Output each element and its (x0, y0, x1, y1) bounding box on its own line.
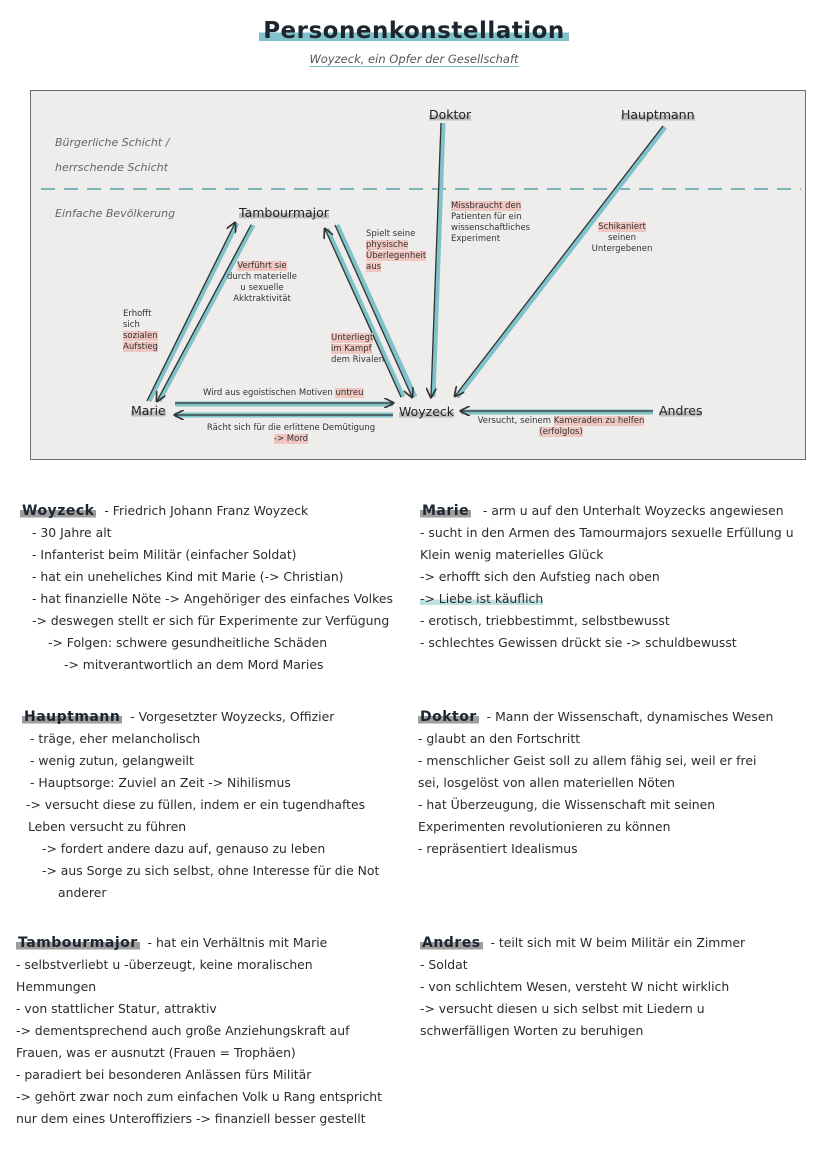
list-item: -> Folgen: schwere gesundheitliche Schäden (48, 635, 328, 650)
character-diagram (30, 90, 806, 460)
layer-lower-label: Einfache Bevölkerung (55, 207, 176, 220)
rel-marie-erhofft-text: Erhofft sich sozialen Aufstieg (123, 309, 158, 352)
arrow-doktor-woyzeck (433, 123, 443, 397)
list-item: -> versucht diesen u sich selbst mit Liedern u (420, 1001, 705, 1016)
list-item: - schlechtes Gewissen drückt sie -> schuldbewusst (420, 635, 737, 650)
list-item: Klein wenig materielles Glück (420, 547, 604, 562)
list-item: -> deswegen stellt er sich für Experimente zur Verfügung (32, 613, 390, 628)
list-item: -> versucht diese zu füllen, indem er ein tugendhaftes (26, 797, 366, 812)
rel-hauptmann-text: Schikaniert seinen Untergebenen (591, 222, 653, 254)
list-item: - hat ein uneheliches Kind mit Marie (-> Christian) (32, 569, 344, 584)
list-item: - menschlicher Geist soll zu allem fähig sei, weil er frei (418, 753, 757, 768)
hauptmann-heading: Hauptmann (24, 709, 121, 725)
list-item: - wenig zutun, gelangweilt (30, 753, 194, 768)
rel-andres-text: Versucht, seinem Kameraden zu helfen (erfolglos) (477, 416, 645, 437)
list-item: - sucht in den Armen des Tamourmajors sexuelle Erfüllung u (420, 525, 794, 540)
woyzeck-heading: Woyzeck (22, 503, 95, 519)
section-doktor: Doktor - Mann der Wissenschaft, dynamisches Wesen - glaubt an den Fortschritt - menschlicher Geist soll zu allem fähig sei, weil er frei sei, losgelöst von allen materiellen Nöten - hat Überzeugung, die Wissenschaft mit seinen Experimenten revolutionieren zu können - repräsentiert Idealismus (418, 706, 773, 860)
section-marie: Marie - arm u auf den Unterhalt Woyzecks angewiesen - sucht in den Armen des Tamourmajors sexuelle Erfüllung u Klein wenig materielles Glück -> erhofft sich den Aufstieg nach oben -> Liebe ist käuflich - erotisch, triebbestimmt, selbstbewusst - schlechtes Gewissen drückt sie -> schuldbewusst (420, 500, 794, 654)
node-tambourmajor: Tambourmajor (239, 205, 329, 220)
section-woyzeck: Woyzeck - Friedrich Johann Franz Woyzeck - 30 Jahre alt - Infanterist beim Militär (einfacher Soldat) - hat ein uneheliches Kind mit Marie (-> Christian) - hat finanzielle Nöte -> Angehöriger des einfaches Volkes -> deswegen stellt er sich für Experimente zur Verfügung -> Folgen: schwere gesundheitliche Schäden -> mitverantwortlich an dem Mord Maries (20, 500, 393, 676)
list-item: - von schlichtem Wesen, versteht W nicht wirklich (420, 979, 730, 994)
list-item: - von stattlicher Statur, attraktiv (16, 1001, 217, 1016)
node-hauptmann: Hauptmann (621, 107, 695, 122)
rel-marie-woyzeck-text: Wird aus egoistischen Motiven untreu (203, 388, 364, 398)
section-tambourmajor: Tambourmajor - hat ein Verhältnis mit Marie - selbstverliebt u -überzeugt, keine moralischen Hemmungen - von stattlicher Statur, attraktiv -> dementsprechend auch große Anziehungskraft auf Frauen, was er ausnutzt (Frauen = Trophäen) - paradiert bei besonderen Anlässen fürs Militär -> gehört zwar noch zum einfachen Volk u Rang entspricht nur dem eines Unteroffiziers -> finanziell besser gestellt (16, 932, 382, 1130)
list-item: - erotisch, triebbestimmt, selbstbewusst (420, 613, 670, 628)
list-item: - paradiert bei besonderen Anlässen fürs Militär (16, 1067, 312, 1082)
page-subtitle: Woyzeck, ein Opfer der Gesellschaft (309, 52, 519, 66)
list-item: -> erhofft sich den Aufstieg nach oben (420, 569, 660, 584)
list-item: - hat finanzielle Nöte -> Angehöriger des einfaches Volkes (32, 591, 393, 606)
rel-tambourmajor-spielt-text: Spielt seine physische Überlegenheit aus (366, 229, 427, 272)
rel-woyzeck-marie-text: Rächt sich für die erlittene Demütigung -> Mord (206, 423, 376, 444)
node-woyzeck: Woyzeck (399, 404, 455, 419)
list-item: -> mitverantwortlich an dem Mord Maries (64, 657, 324, 672)
list-item: Leben versucht zu führen (28, 819, 187, 834)
page-title: Personenkonstellation (0, 18, 828, 44)
list-item: - Hauptsorge: Zuviel an Zeit -> Nihilismus (30, 775, 291, 790)
list-item: sei, losgelöst von allen materiellen Nöten (418, 775, 676, 790)
list-item: - hat Überzeugung, die Wissenschaft mit seinen (418, 797, 716, 812)
node-andres: Andres (659, 403, 703, 418)
marie-heading: Marie (422, 503, 470, 519)
list-item: -> gehört zwar noch zum einfachen Volk u Rang entspricht (16, 1089, 382, 1104)
node-marie: Marie (131, 403, 166, 418)
list-item: -> dementsprechend auch große Anziehungskraft auf (16, 1023, 350, 1038)
list-item: -> aus Sorge zu sich selbst, ohne Interesse für die Not (42, 863, 380, 878)
tambourmajor-heading: Tambourmajor (18, 935, 138, 951)
list-item: Experimenten revolutionieren zu können (418, 819, 671, 834)
list-item: - 30 Jahre alt (32, 525, 112, 540)
layer-upper-label-2: herrschende Schicht (55, 161, 168, 174)
list-item: -> Liebe ist käuflich (420, 591, 544, 606)
node-doktor: Doktor (429, 107, 472, 122)
list-item: Frauen, was er ausnutzt (Frauen = Trophäen) (16, 1045, 296, 1060)
list-item: -> fordert andere dazu auf, genauso zu leben (42, 841, 326, 856)
arrow-tambourmajor-marie (159, 225, 253, 401)
list-item: Hemmungen (16, 979, 97, 994)
layer-upper-label-1: Bürgerliche Schicht / (55, 136, 170, 149)
doktor-heading: Doktor (420, 709, 477, 725)
list-item: - glaubt an den Fortschritt (418, 731, 581, 746)
list-item: anderer (58, 885, 107, 900)
rel-doktor-text: Missbraucht den Patienten für ein wissenschaftliches Experiment (451, 201, 531, 244)
section-andres: Andres - teilt sich mit W beim Militär ein Zimmer - Soldat - von schlichtem Wesen, versteht W nicht wirklich -> versucht diesen u sich selbst mit Liedern u schwerfälligen Worten zu beruhigen (420, 932, 745, 1042)
andres-heading: Andres (422, 935, 481, 951)
list-item: - träge, eher melancholisch (30, 731, 201, 746)
arrow-hauptmann-woyzeck (457, 127, 665, 397)
rel-tambourmajor-verfuehrt-text: Verführt sie durch materielle u sexuelle Akktraktivität (227, 261, 297, 304)
list-item: - Infanterist beim Militär (einfacher Soldat) (32, 547, 297, 562)
list-item: - Soldat (420, 957, 468, 972)
list-item: - selbstverliebt u -überzeugt, keine moralischen (16, 957, 313, 972)
section-hauptmann: Hauptmann - Vorgesetzter Woyzecks, Offizier - träge, eher melancholisch - wenig zutun, gelangweilt - Hauptsorge: Zuviel an Zeit -> Nihilismus -> versucht diese zu füllen, indem er ein tugendhaftes Leben versucht zu führen -> fordert andere dazu auf, genauso zu leben -> aus Sorge zu sich selbst, ohne Interesse für die Not anderer (22, 706, 379, 904)
rel-woyzeck-unterliegt-text: Unterliegt im Kampf dem Rivalen (331, 333, 385, 365)
list-item: nur dem eines Unteroffiziers -> finanziell besser gestellt (16, 1111, 366, 1126)
list-item: - repräsentiert Idealismus (418, 841, 578, 856)
list-item: schwerfälligen Worten zu beruhigen (420, 1023, 644, 1038)
arrow-marie-tambourmajor (149, 223, 237, 401)
